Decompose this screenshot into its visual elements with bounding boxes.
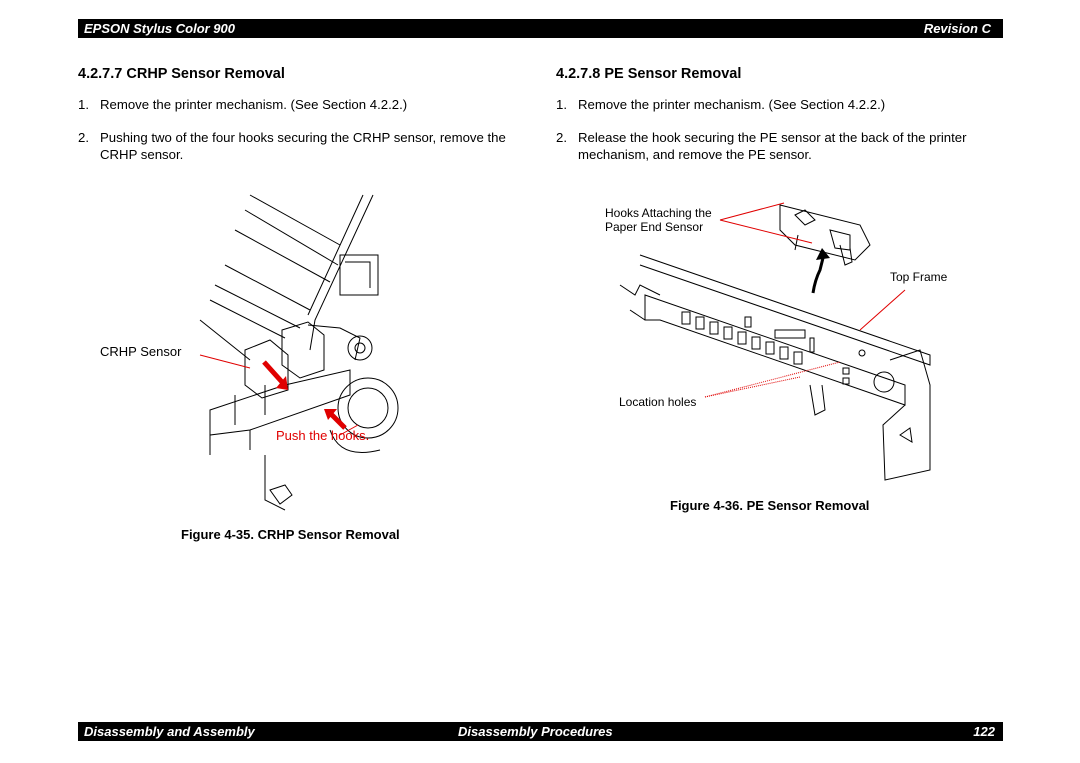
step-number: 2. bbox=[78, 130, 89, 145]
crhp-sensor-label: CRHP Sensor bbox=[100, 344, 182, 359]
pe-step-2 bbox=[556, 129, 1001, 163]
header-bar bbox=[78, 19, 1003, 38]
step-text: Pushing two of the four hooks securing the CRHP sensor, remove the CRHP sensor. bbox=[100, 130, 506, 162]
page-number: 122 bbox=[973, 724, 995, 739]
step-number: 1. bbox=[78, 97, 89, 112]
footer-section: Disassembly and Assembly bbox=[84, 724, 255, 739]
push-hooks-label: Push the hooks. bbox=[276, 428, 370, 443]
crhp-step-1 bbox=[78, 96, 518, 113]
step-text: Remove the printer mechanism. (See Section 4.2.2.) bbox=[578, 97, 886, 112]
pe-step-1 bbox=[556, 96, 1001, 113]
figure-caption-crhp: Figure 4-35. CRHP Sensor Removal bbox=[181, 527, 400, 542]
section-heading-pe: 4.2.7.8 PE Sensor Removal bbox=[556, 66, 742, 82]
location-holes-label: Location holes bbox=[619, 395, 697, 409]
hooks-label-line2: Paper End Sensor bbox=[605, 220, 704, 234]
step-number: 1. bbox=[556, 97, 567, 112]
crhp-step-2 bbox=[78, 129, 518, 163]
header-title: EPSON Stylus Color 900 bbox=[84, 21, 235, 36]
crhp-sensor-illustration bbox=[190, 190, 400, 520]
step-number: 2. bbox=[556, 130, 567, 145]
hooks-label-line1: Hooks Attaching the bbox=[605, 206, 712, 220]
top-frame-label: Top Frame bbox=[890, 270, 948, 284]
figure-caption-pe: Figure 4-36. PE Sensor Removal bbox=[670, 498, 870, 513]
pe-sensor-illustration bbox=[600, 190, 960, 490]
footer-bar bbox=[78, 722, 1003, 741]
step-text: Remove the printer mechanism. (See Section 4.2.2.) bbox=[100, 97, 408, 112]
section-heading-crhp: 4.2.7.7 CRHP Sensor Removal bbox=[78, 66, 285, 82]
step-text: Release the hook securing the PE sensor at the back of the printer mechanism, and remove the PE sensor. bbox=[578, 130, 967, 162]
footer-chapter: Disassembly Procedures bbox=[458, 724, 613, 739]
header-revision: Revision C bbox=[923, 21, 991, 36]
